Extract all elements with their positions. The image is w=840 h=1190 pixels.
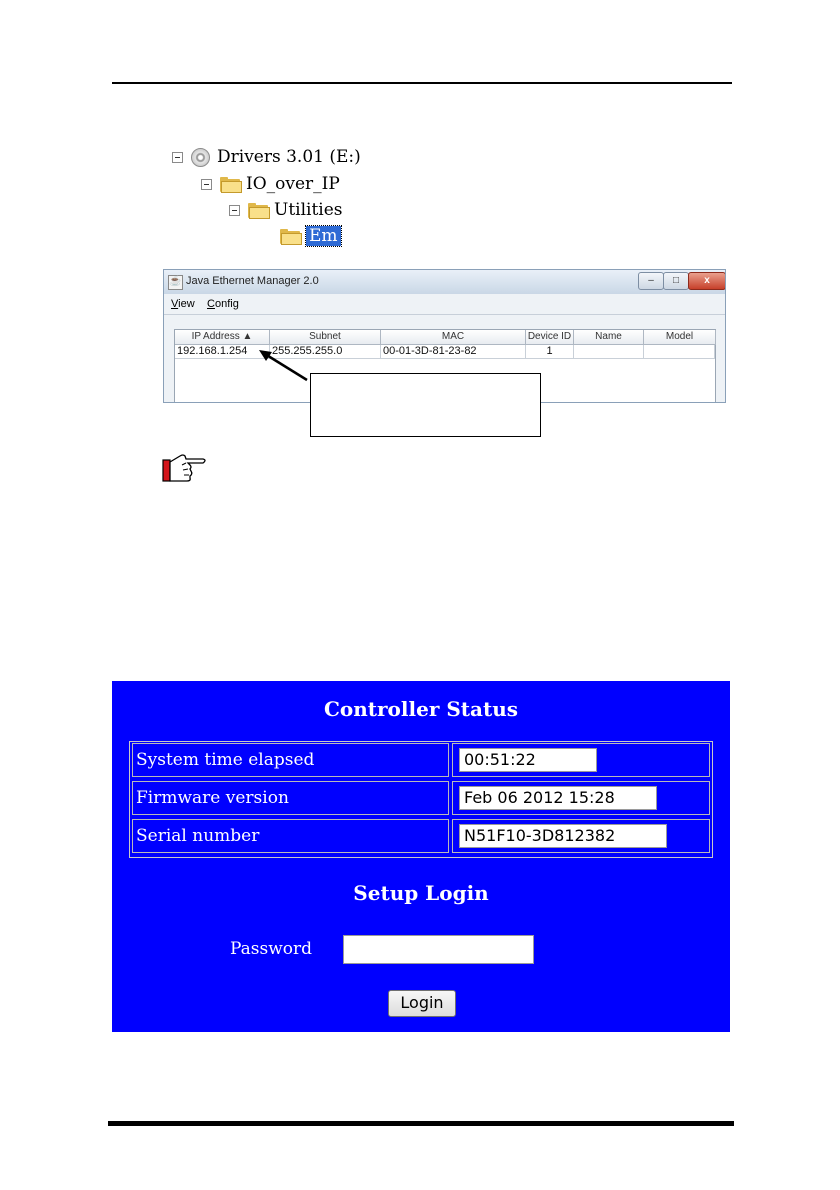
status-value-cell [452,781,710,815]
coffee-cup-icon: ☕ [168,275,183,290]
callout-box [310,373,541,437]
system-time-field: 00:51:22 [459,748,597,772]
status-label: Firmware version [132,781,449,815]
header-rule [112,82,732,84]
window-title-bar[interactable] [164,270,725,294]
menu-view[interactable]: View [171,298,195,310]
serial-number-field: N51F10-3D812382 [459,824,667,848]
menu-bar [164,294,725,315]
status-value-cell [452,819,710,853]
firmware-version-field: Feb 06 2012 15:28 [459,786,657,810]
cell-mac[interactable]: 00-01-3D-81-23-82 [381,345,526,359]
tree-item-label: IO_over_IP [246,174,340,194]
cd-drive-icon [191,148,210,167]
password-input[interactable] [343,935,534,964]
status-row [132,819,710,854]
collapse-icon[interactable] [229,205,240,216]
column-header-device-id[interactable]: Device ID [526,330,574,345]
tree-item-label: Utilities [274,200,343,220]
login-button[interactable]: Login [388,990,456,1017]
tree-item-utilities[interactable] [229,198,343,222]
status-table [129,741,713,858]
column-header-name[interactable]: Name [574,330,644,345]
column-header-ip-address[interactable]: IP Address ▲ [175,330,270,345]
status-row [132,743,710,778]
tree-item-drive[interactable] [172,145,361,169]
tree-item-em[interactable] [280,224,341,248]
status-label: System time elapsed [132,743,449,777]
status-value-cell [452,743,710,777]
collapse-icon[interactable] [201,179,212,190]
menu-config[interactable]: Config [207,298,239,310]
close-button[interactable]: x [688,272,726,290]
maximize-button[interactable]: □ [663,272,689,290]
password-label: Password [230,939,313,959]
cell-device-id[interactable]: 1 [526,345,574,359]
footer-rule [108,1121,734,1126]
cell-subnet[interactable]: 255.255.255.0 [270,345,381,359]
status-label: Serial number [132,819,449,853]
cell-name[interactable] [574,345,644,359]
tree-item-label-selected: Em [306,226,341,246]
pointing-hand-icon [162,450,208,484]
column-header-subnet[interactable]: Subnet [270,330,381,345]
column-header-model[interactable]: Model [644,330,716,345]
setup-login-title: Setup Login [353,881,489,905]
minimize-button[interactable]: – [638,272,664,290]
collapse-icon[interactable] [172,152,183,163]
folder-open-icon [280,229,300,244]
window-title: Java Ethernet Manager 2.0 [186,275,319,287]
cell-ip-address[interactable]: 192.168.1.254 [175,345,270,359]
folder-open-icon [220,177,240,192]
panel-title: Controller Status [323,697,518,721]
controller-status-panel [112,681,730,1032]
folder-open-icon [248,203,268,218]
pointer-arrow [255,340,315,390]
column-header-mac[interactable]: MAC [381,330,526,345]
status-row [132,781,710,816]
tree-item-label: Drivers 3.01 (E:) [217,147,361,167]
cell-model[interactable] [644,345,715,359]
tree-item-io-over-ip[interactable] [201,172,340,196]
